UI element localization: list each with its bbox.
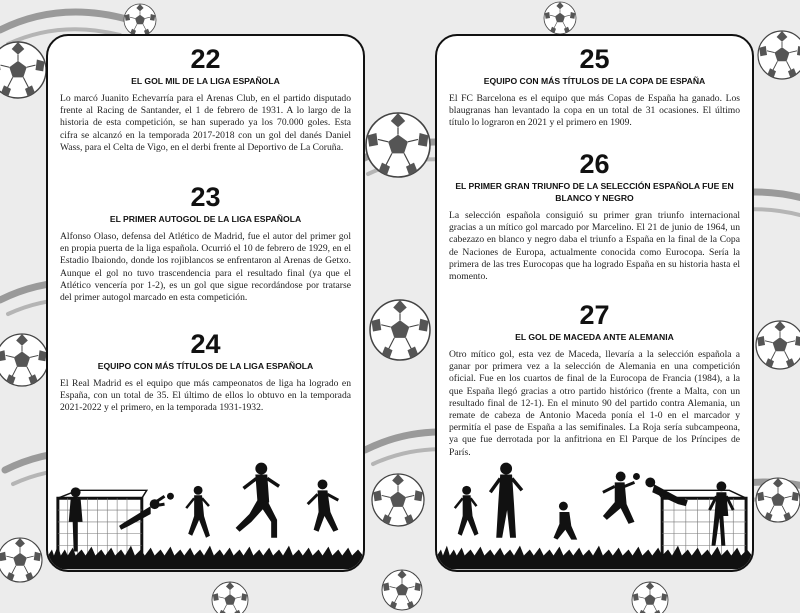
entry-22 (60, 45, 351, 154)
entry-number: 25 (579, 44, 610, 74)
entry-number: 26 (579, 149, 610, 179)
entry-text: Alfonso Olaso, defensa del Atlético de Madrid, fue el autor del primer gol en propia puerta de la liga española. Ocurrió el 10 de febrero de 1929, en el Estadio Ibaiondo, donde los rojiblancos se enfrentaron al Arenas de Getxo. Aunque el gol no tuvo trascendencia para el resultado final (ya que el Atlético vencería por 1-2), es un gol que sigue recordándose por tratarse del primer autogol marcado en esta competición. (60, 231, 351, 304)
entry-text: El FC Barcelona es el equipo que más Copas de España ha ganado. Los blaugranas han levantado la copa en un total de 31 ocasiones. El último título lo lograron en 2021 y el primero en 1909. (449, 93, 740, 129)
entry-text: Otro mítico gol, esta vez de Maceda, llevaría a la selección española a ganar por primera vez a la selección de Alemania en una competición oficial. Fue en los cuartos de final de la Eurocopa de Francia (1984), a la que España llegó gracias a otro partido histórico (frente a Malta, con un resultado final de 12-1). En el minuto 90 del partido contra Alemania, un remate de cabeza de Antonio Maceda ponía el 1-0 en el marcador y permitía el pase de España a las semifinales. La Roja sería subcampeona, ya que fue derrotada por la anfitriona en El Parque de los Príncipes de París. (449, 349, 740, 458)
entry-title: EL GOL MIL DE LA LIGA ESPAÑOLA (131, 76, 280, 86)
entry-number: 24 (190, 329, 221, 359)
entry-23 (60, 183, 351, 304)
entry-26 (449, 150, 740, 283)
entry-number: 22 (190, 44, 221, 74)
right-page (435, 34, 754, 572)
entry-text: El Real Madrid es el equipo que más campeonatos de liga ha logrado en España, con un total de 35. El último de ellos lo obtuvo en la temporada 2021-2022 y el primero, en la temporada 1931-1932. (60, 378, 351, 414)
entry-title: EQUIPO CON MÁS TÍTULOS DE LA LIGA ESPAÑOLA (97, 361, 314, 371)
entry-27 (449, 301, 740, 459)
left-page (46, 34, 365, 572)
football-players-silhouette (437, 460, 752, 570)
entry-number: 23 (190, 182, 221, 212)
entry-title: EL GOL DE MACEDA ANTE ALEMANIA (515, 332, 674, 342)
entry-title: EL PRIMER GRAN TRIUNFO DE LA SELECCIÓN ESPAÑOLA FUE EN BLANCO Y NEGRO (455, 181, 734, 203)
entry-text: La selección española consiguió su primer gran triunfo internacional gracias a un mítico gol marcado por Marcelino. El 21 de junio de 1964, un cabezazo en blanco y negro daba el triunfo a España en la final de la Copa de Naciones de Europa, actualmente conocida como Eurocopa. Sería la primera de las tres Eurocopas que ha logrado España en su historia hasta el momento. (449, 210, 740, 283)
entry-text: Lo marcó Juanito Echevarría para el Arenas Club, en el partido disputado frente al Racing de Santander, el 1 de febrero de 1931. A lo largo de la historia de esta competición, se han superado ya los 70.000 goles. Esta cifra se alcanzó en la temporada 2017-2018 con un gol del danés Daniel Wass, para el Celta de Vigo, en el derbi frente al Deportivo de La Coruña. (60, 93, 351, 153)
entry-24 (60, 330, 351, 415)
entry-number: 27 (579, 300, 610, 330)
entry-25 (449, 45, 740, 130)
entry-title: EQUIPO CON MÁS TÍTULOS DE LA COPA DE ESPAÑA (483, 76, 706, 86)
entry-title: EL PRIMER AUTOGOL DE LA LIGA ESPAÑOLA (109, 214, 302, 224)
football-players-silhouette (48, 460, 363, 570)
